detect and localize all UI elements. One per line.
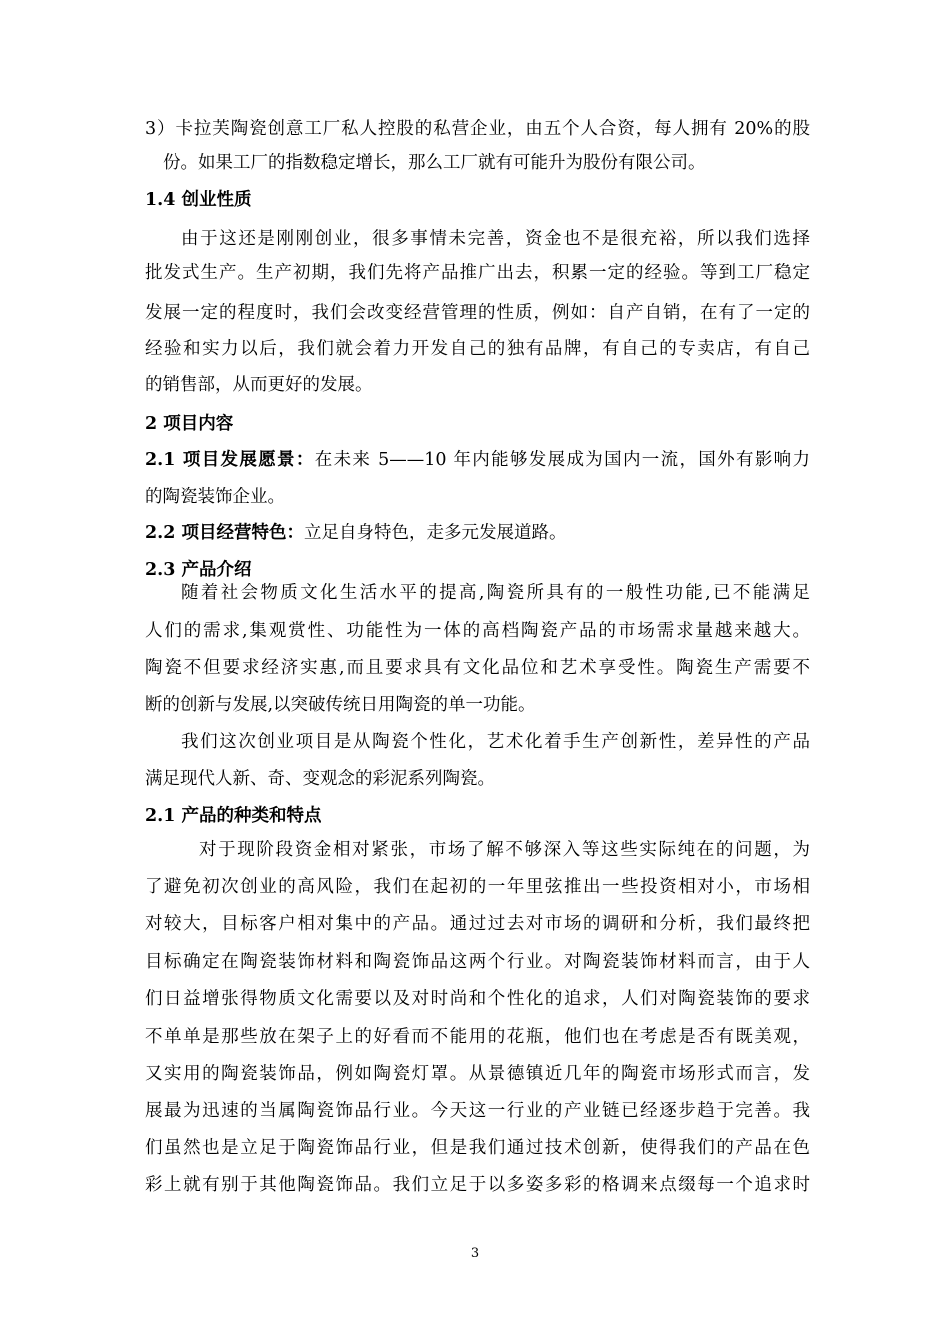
paragraph-line: 们日益增张得物质文化需要以及对时尚和个性化的追求，人们对陶瓷装饰的要求 [145, 989, 810, 1009]
paragraph-line: 断的创新与发展,以突破传统日用陶瓷的单一功能。 [145, 695, 536, 715]
paragraph-line: 人们的需求,集观赏性、功能性为一体的高档陶瓷产品的市场需求量越来越大。 [145, 621, 810, 641]
inline-label: 2.1 项目发展愿景： [145, 450, 315, 470]
paragraph-line: 展最为迅速的当属陶瓷饰品行业。今天这一行业的产业链已经逐步趋于完善。我 [145, 1101, 810, 1121]
paragraph-line: 对于现阶段资金相对紧张，市场了解不够深入等这些实际纯在的问题，为 [199, 840, 810, 860]
inline-text: 在未来 5——10 年内能够发展成为国内一流，国外有影响力 [314, 450, 810, 470]
paragraph-line [145, 443, 810, 477]
paragraph-line: 彩上就有别于其他陶瓷饰品。我们立足于以多姿多彩的格调来点缀每一个追求时 [145, 1175, 810, 1195]
paragraph-line: 经验和实力以后，我们就会着力开发自己的独有品牌，有自己的专卖店，有自己 [145, 339, 810, 359]
paragraph-line [145, 516, 810, 550]
paragraph-line: 了避免初次创业的高风险，我们在起初的一年里弦推出一些投资相对小，市场相 [145, 877, 810, 897]
section-heading: 2.3 产品介绍 [145, 560, 252, 580]
paragraph-line: 我们这次创业项目是从陶瓷个性化，艺术化着手生产创新性，差异性的产品 [181, 732, 810, 752]
paragraph-line: 由于这还是刚刚创业，很多事情未完善，资金也不是很充裕，所以我们选择 [181, 229, 810, 249]
section-heading: 2.1 产品的种类和特点 [145, 806, 322, 826]
paragraph-line: 3）卡拉芙陶瓷创意工厂私人控股的私营企业，由五个人合资，每人拥有 20%的股 [145, 119, 810, 139]
paragraph-line: 满足现代人新、奇、变观念的彩泥系列陶瓷。 [145, 769, 495, 789]
section-heading: 2 项目内容 [145, 414, 234, 434]
paragraph-line: 份。如果工厂的指数稳定增长，那么工厂就有可能升为股份有限公司。 [163, 153, 706, 173]
paragraph-line: 的销售部，从而更好的发展。 [145, 375, 373, 395]
paragraph-line: 不单单是那些放在架子上的好看而不能用的花瓶，他们也在考虑是否有既美观， [145, 1027, 810, 1047]
page-number: 3 [470, 1246, 480, 1261]
paragraph-line: 的陶瓷装饰企业。 [145, 487, 285, 507]
paragraph-line: 发展一定的程度时，我们会改变经营管理的性质，例如：自产自销，在有了一定的 [145, 303, 810, 323]
paragraph-line: 随着社会物质文化生活水平的提高,陶瓷所具有的一般性功能,已不能满足 [181, 583, 810, 603]
inline-label: 2.2 项目经营特色： [145, 523, 305, 543]
paragraph-line: 批发式生产。生产初期，我们先将产品推广出去，积累一定的经验。等到工厂稳定 [145, 263, 810, 283]
paragraph-line: 目标确定在陶瓷装饰材料和陶瓷饰品这两个行业。对陶瓷装饰材料而言，由于人 [145, 952, 810, 972]
section-heading: 1.4 创业性质 [145, 190, 252, 210]
paragraph-line: 们虽然也是立足于陶瓷饰品行业，但是我们通过技术创新，使得我们的产品在色 [145, 1138, 810, 1158]
paragraph-line: 对较大，目标客户相对集中的产品。通过过去对市场的调研和分析，我们最终把 [145, 914, 810, 934]
inline-text: 立足自身特色，走多元发展道路。 [304, 523, 567, 543]
paragraph-line: 陶瓷不但要求经济实惠,而且要求具有文化品位和艺术享受性。陶瓷生产需要不 [145, 658, 810, 678]
paragraph-line: 又实用的陶瓷装饰品，例如陶瓷灯罩。从景德镇近几年的陶瓷市场形式而言，发 [145, 1064, 810, 1084]
